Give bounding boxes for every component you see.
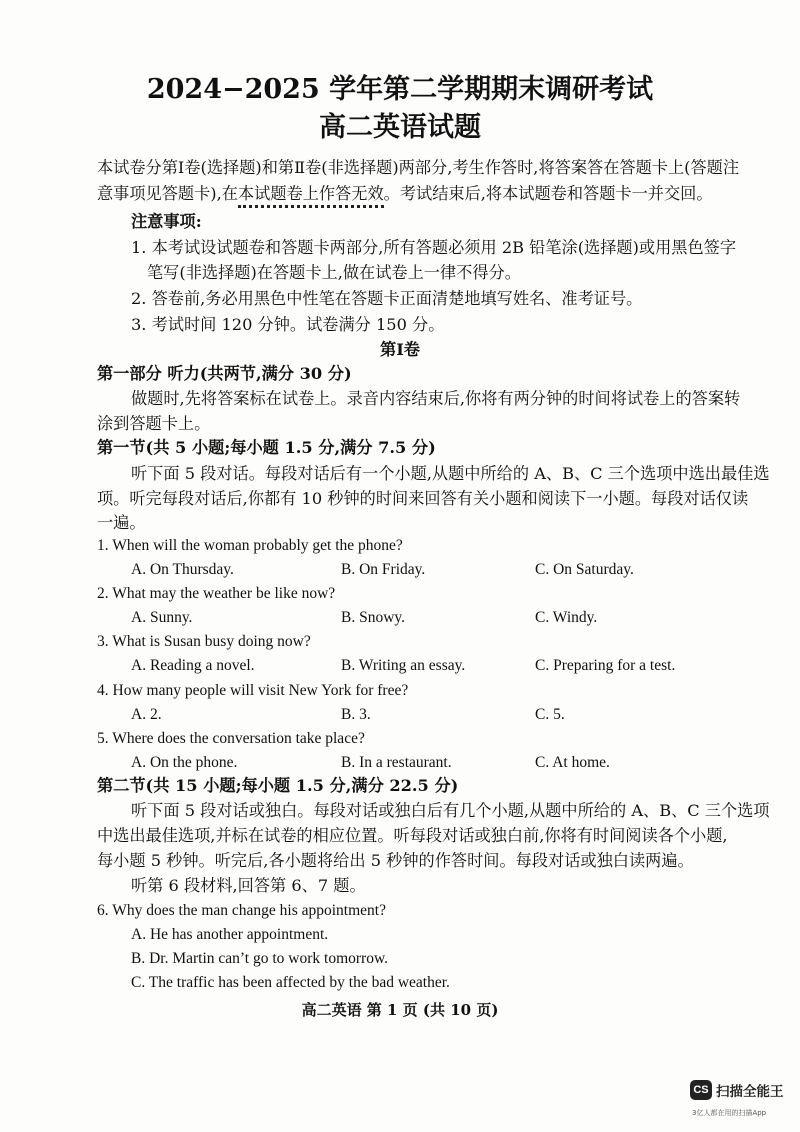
- q6-option-a: A. He has another appointment.: [131, 926, 329, 943]
- section2-instruction-2: 中选出最佳选项,并标在试卷的相应位置。听每段对话或独白前,你将有时间阅读各个小题,: [97, 826, 728, 845]
- notice-item-1-cont: 笔写(非选择题)在答题卡上,做在试卷上一律不得分。: [147, 263, 521, 282]
- q6-option-b: B. Dr. Martin can’t go to work tomorrow.: [131, 950, 389, 967]
- section2-material: 听第 6 段材料,回答第 6、7 题。: [131, 876, 366, 895]
- part1-instruction-2: 涂到答题卡上。: [97, 414, 211, 433]
- section2-instruction-3: 每小题 5 秒钟。听完后,各小题将给出 5 秒钟的作答时间。每段对话或独白读两遍。: [97, 851, 694, 870]
- q2-option-b: B. Snowy.: [341, 609, 406, 626]
- watermark-tagline: 3亿人都在用的扫描App: [692, 1109, 767, 1117]
- intro-line-2: 意事项见答题卡),在本试题卷上作答无效。考试结束后,将本试题卷和答题卡一并交回。: [97, 186, 713, 202]
- notice-item-3: 3. 考试时间 120 分钟。试卷满分 150 分。: [131, 315, 445, 334]
- section1-heading: 第一节(共 5 小题;每小题 1.5 分,满分 7.5 分): [97, 438, 436, 457]
- question-3: 3. What is Susan busy doing now?: [97, 633, 311, 650]
- q5-option-c: C. At home.: [535, 754, 610, 771]
- notice-item-2: 2. 答卷前,务必用黑色中性笔在答题卡正面清楚地填写姓名、准考证号。: [131, 289, 643, 308]
- q1-option-c: C. On Saturday.: [535, 561, 634, 578]
- q5-option-b: B. In a restaurant.: [341, 754, 452, 771]
- exam-subtitle: 高二英语试题: [319, 112, 481, 143]
- section1-instruction-3: 一遍。: [97, 513, 146, 532]
- scanner-watermark: [690, 1080, 784, 1100]
- q2-option-a: A. Sunny.: [131, 609, 193, 626]
- watermark-name: 扫描全能王: [716, 1084, 784, 1100]
- q1-option-a: A. On Thursday.: [131, 561, 234, 578]
- page-footer: 高二英语 第 1 页 (共 10 页): [301, 1001, 499, 1019]
- section2-instruction-1: 听下面 5 段对话或独白。每段对话或独白后有几个小题,从题中所给的 A、B、C 三个选项: [131, 801, 770, 820]
- volume-heading: 第Ⅰ卷: [380, 340, 420, 359]
- section1-instruction-2: 项。听完每段对话后,你都有 10 秒钟的时间来回答有关小题和阅读下一小题。每段对话仅读: [97, 489, 749, 508]
- q4-option-b: B. 3.: [341, 706, 371, 723]
- q3-option-b: B. Writing an essay.: [341, 657, 466, 674]
- question-2: 2. What may the weather be like now?: [97, 585, 336, 602]
- part1-heading: 第一部分 听力(共两节,满分 30 分): [97, 364, 352, 383]
- q3-option-c: C. Preparing for a test.: [535, 657, 676, 674]
- notice-heading: 注意事项:: [131, 212, 202, 231]
- q4-option-c: C. 5.: [535, 706, 565, 723]
- q6-option-c: C. The traffic has been affected by the bad weather.: [131, 974, 450, 991]
- question-1: 1. When will the woman probably get the phone?: [97, 537, 403, 554]
- section2-heading: 第二节(共 15 小题;每小题 1.5 分,满分 22.5 分): [97, 776, 459, 795]
- intro-line-1: 本试卷分第Ⅰ卷(选择题)和第Ⅱ卷(非选择题)两部分,考生作答时,将答案答在答题卡上(答题注: [97, 158, 740, 177]
- part1-instruction-1: 做题时,先将答案标在试卷上。录音内容结束后,你将有两分钟的时间将试卷上的答案转: [131, 389, 741, 408]
- q4-option-a: A. 2.: [131, 706, 162, 723]
- q5-option-a: A. On the phone.: [131, 754, 238, 771]
- emphasis-dots: 本试题卷上作答无效: [238, 184, 384, 208]
- camscanner-logo-icon: CS: [690, 1080, 712, 1100]
- q1-option-b: B. On Friday.: [341, 561, 426, 578]
- notice-item-1: 1. 本考试设试题卷和答题卡两部分,所有答题必须用 2B 铅笔涂(选择题)或用黑色签字: [131, 238, 737, 257]
- q3-option-a: A. Reading a novel.: [131, 657, 255, 674]
- exam-title: 2024−2025 学年第二学期期末调研考试: [146, 74, 654, 105]
- question-6: 6. Why does the man change his appointment?: [97, 902, 386, 919]
- q2-option-c: C. Windy.: [535, 609, 598, 626]
- section1-instruction-1: 听下面 5 段对话。每段对话后有一个小题,从题中所给的 A、B、C 三个选项中选出最佳选: [131, 464, 770, 483]
- question-4: 4. How many people will visit New York for free?: [97, 682, 409, 699]
- question-5: 5. Where does the conversation take place?: [97, 730, 365, 747]
